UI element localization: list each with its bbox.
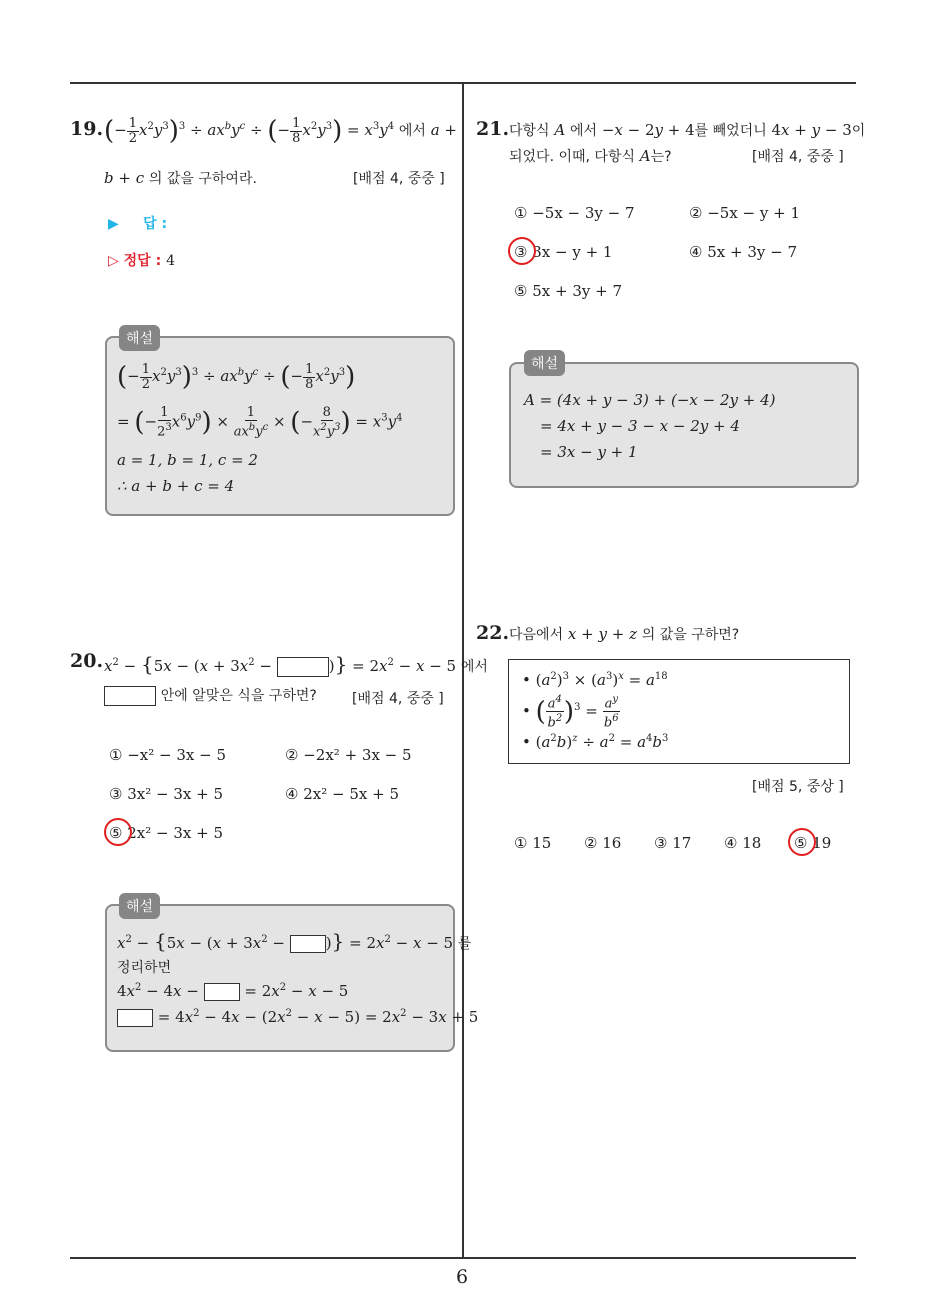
- page-number: 6: [456, 1266, 469, 1288]
- choice-5[interactable]: ⑤ 19: [794, 834, 832, 852]
- answer-circle-mark: [788, 828, 816, 856]
- choice-5[interactable]: ⑤ 2x² − 3x + 5: [109, 824, 223, 842]
- blank-box: [104, 686, 156, 706]
- question-number: 22.: [476, 622, 510, 644]
- correct-answer-row: ▷ 정답 : 4: [108, 253, 175, 269]
- blank-box: [204, 983, 240, 1001]
- blank-box: [290, 935, 326, 953]
- answer-row: ▶ 답 :: [108, 216, 168, 232]
- choice-5[interactable]: ⑤ 5x + 3y + 7: [514, 282, 622, 300]
- score-info: [배점 5, 중상 ]: [752, 779, 844, 795]
- blank-box: [117, 1009, 153, 1027]
- solution-line: 정리하면: [117, 960, 172, 976]
- solution-line: $x^2 - \{5x - (x + 3x^2$ − )} = $2x^2 - x - 5$ 를: [117, 929, 472, 953]
- choice-3[interactable]: ③ 3x² − 3x + 5: [109, 785, 223, 803]
- condition-item: • ( $\frac{a^4}{b^2}$ )$^3$ = $\frac{a^y}{b^6}$: [522, 694, 619, 731]
- choice-3[interactable]: ③ 17: [654, 834, 692, 852]
- answer-circle-mark: [104, 818, 132, 846]
- question-line1: 다항식 A 에서 −x − 2y + 4를 빼었더니 4x + y − 3이: [509, 121, 866, 139]
- solution-tag: 해설: [119, 325, 160, 351]
- score-info: [배점 4, 중중 ]: [352, 691, 444, 707]
- score-info: [배점 4, 중중 ]: [353, 171, 445, 187]
- score-info: [배점 4, 중중 ]: [752, 149, 844, 165]
- condition-item: • $(a^2)^3 \times (a^3)^x = a^{18}$: [522, 671, 668, 689]
- choice-4[interactable]: ④ 18: [724, 834, 762, 852]
- choice-1[interactable]: ① −5x − 3y − 7: [514, 204, 635, 222]
- question-line2: b + c 의 값을 구하여라.: [104, 169, 257, 187]
- choice-3[interactable]: ③ 3x − y + 1: [514, 243, 613, 261]
- solution-line: = $4x^2 - 4x - (2x^2 - x - 5) = 2x^2 - 3x + 5$: [117, 1008, 478, 1027]
- solution-line: = 3x − y + 1: [540, 443, 638, 461]
- solution-line: a = 1, b = 1, c = 2: [117, 451, 258, 469]
- answer-circle-mark: [508, 237, 536, 265]
- choice-1[interactable]: ① 15: [514, 834, 552, 852]
- question-number: 19.: [70, 118, 104, 140]
- question-line2: 안에 알맞은 식을 구하면?: [104, 685, 317, 706]
- outline-arrow-icon: ▷: [108, 253, 119, 269]
- question-formula: $x^2 - \{5x - (x + 3x^2$ − )} = $2x^2 - x - 5$ 에서: [104, 652, 488, 676]
- choice-2[interactable]: ② 16: [584, 834, 622, 852]
- condition-item: • $(a^2b)^z \div a^2 = a^4b^3$: [522, 733, 669, 751]
- solution-line: (− $\frac{1}{2}$ $x^2y^3)^3 \div ax^by^c$ ÷ (− $\frac{1}{8}$ $x^2y^3$): [117, 361, 356, 392]
- solution-line: = 4x + y − 3 − x − 2y + 4: [540, 417, 740, 435]
- choice-2[interactable]: ② −2x² + 3x − 5: [285, 746, 412, 764]
- solution-line: ∴ a + b + c = 4: [117, 477, 235, 495]
- solution-line: A = (4x + y − 3) + (−x − 2y + 4): [524, 391, 776, 409]
- solution-box: [105, 904, 455, 1052]
- play-arrow-icon: ▶: [108, 216, 119, 232]
- question-formula: (− $\frac{1}{2}$ $x^2y^3)^3 \div ax^by^c$ ÷ (− $\frac{1}{8}$ $x^2y^3) = x^3y^4$ 에서 a +: [104, 115, 457, 146]
- choice-2[interactable]: ② −5x − y + 1: [689, 204, 801, 222]
- question-number: 21.: [476, 118, 510, 140]
- solution-tag: 해설: [524, 350, 565, 376]
- choice-1[interactable]: ① −x² − 3x − 5: [109, 746, 227, 764]
- question-line2: 되었다. 이때, 다항식 A는?: [509, 147, 672, 165]
- solution-line: $4x^2 - 4x$ − = $2x^2 - x - 5$: [117, 982, 349, 1000]
- question-number: 20.: [70, 650, 104, 672]
- question-line1: 다음에서 x + y + z 의 값을 구하면?: [509, 625, 740, 643]
- blank-box: [277, 657, 329, 677]
- choice-4[interactable]: ④ 5x + 3y − 7: [689, 243, 797, 261]
- bottom-rule: [70, 1257, 856, 1259]
- solution-line: = (− $\frac{1}{2^3}$ $x^6y^9$) × $\frac{1}{ax^by^c}$ × (− $\frac{8}{x^2y^3}$ ) = $x^3y^4$: [117, 405, 403, 440]
- choice-4[interactable]: ④ 2x² − 5x + 5: [285, 785, 399, 803]
- solution-tag: 해설: [119, 893, 160, 919]
